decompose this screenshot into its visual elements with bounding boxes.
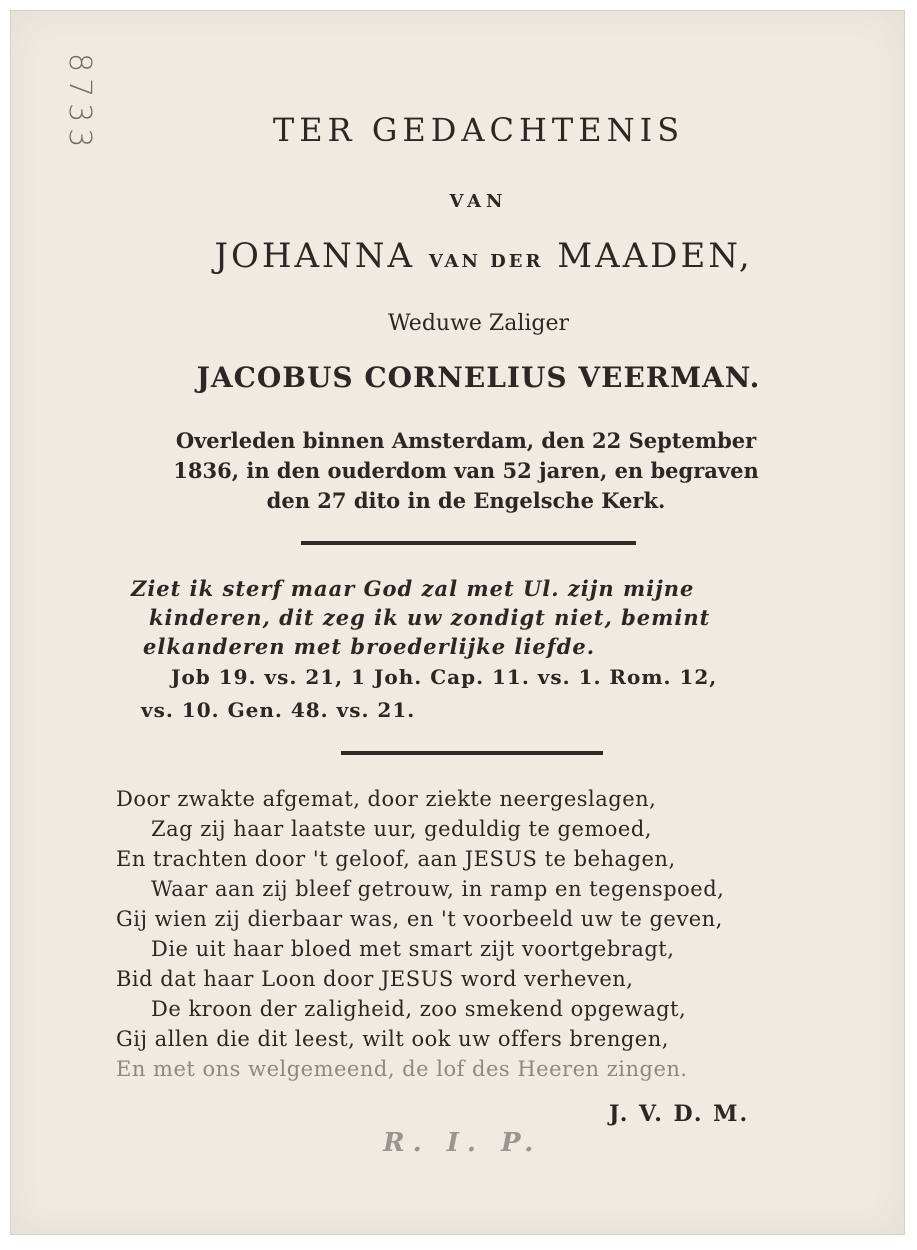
poem-line: Zag zij haar laatste uur, geduldig te gemoed,	[151, 817, 652, 841]
death-notice-line: Overleden binnen Amsterdam, den 22 September	[175, 428, 757, 453]
poem-line: En trachten door 't geloof, aan JESUS te behagen,	[116, 847, 676, 871]
death-notice	[106, 426, 826, 516]
signature-initials: J. V. D. M.	[609, 1101, 750, 1127]
heading-widow-of: Weduwe Zaliger	[387, 311, 570, 336]
poem	[116, 784, 836, 1084]
poem-line: Bid dat haar Loon door JESUS word verheven,	[116, 967, 634, 991]
name-last: MAADEN,	[557, 236, 753, 276]
poem-line: En met ons welgemeend, de lof des Heeren zingen.	[116, 1057, 688, 1081]
death-notice-line: 1836, in den ouderdom van 52 jaren, en begraven	[173, 458, 759, 483]
rip-closing: R. I. P.	[383, 1128, 542, 1158]
reference-line: vs. 10. Gen. 48. vs. 21.	[141, 698, 416, 722]
name-particle: VAN DER	[428, 251, 544, 272]
quote-line: kinderen, dit zeg ik uw zondigt niet, bemint	[149, 605, 711, 630]
poem-line: Waar aan zij bleef getrouw, in ramp en tegenspoed,	[151, 877, 725, 901]
poem-line: Die uit haar bloed met smart zijt voortgebragt,	[151, 937, 675, 961]
quote-line: Ziet ik sterf maar God zal met Ul. zijn mijne	[131, 576, 695, 601]
scripture-quote	[131, 574, 831, 661]
poem-line: Gij allen die dit leest, wilt ook uw offers brengen,	[116, 1027, 669, 1051]
death-notice-line: den 27 dito in de Engelsche Kerk.	[266, 488, 666, 513]
inventory-number: 8733	[62, 53, 97, 154]
divider	[301, 541, 636, 545]
heading-husband-name: JACOBUS CORNELIUS VEERMAN.	[196, 361, 761, 394]
scripture-references	[141, 661, 841, 727]
memorial-card	[10, 10, 905, 1235]
heading-deceased-name	[11, 236, 906, 276]
heading-van: VAN	[449, 191, 508, 212]
quote-line: elkanderen met broederlijke liefde.	[143, 634, 596, 659]
poem-line: De kroon der zaligheid, zoo smekend opgewagt,	[151, 997, 687, 1021]
poem-line: Door zwakte afgemat, door ziekte neergeslagen,	[116, 787, 657, 811]
name-first: JOHANNA	[214, 236, 416, 276]
divider	[341, 751, 603, 755]
heading-dedication: TER GEDACHTENIS	[272, 111, 685, 149]
poem-line: Gij wien zij dierbaar was, en 't voorbeeld uw te geven,	[116, 907, 723, 931]
reference-line: Job 19. vs. 21, 1 Joh. Cap. 11. vs. 1. Rom. 12,	[171, 665, 718, 689]
